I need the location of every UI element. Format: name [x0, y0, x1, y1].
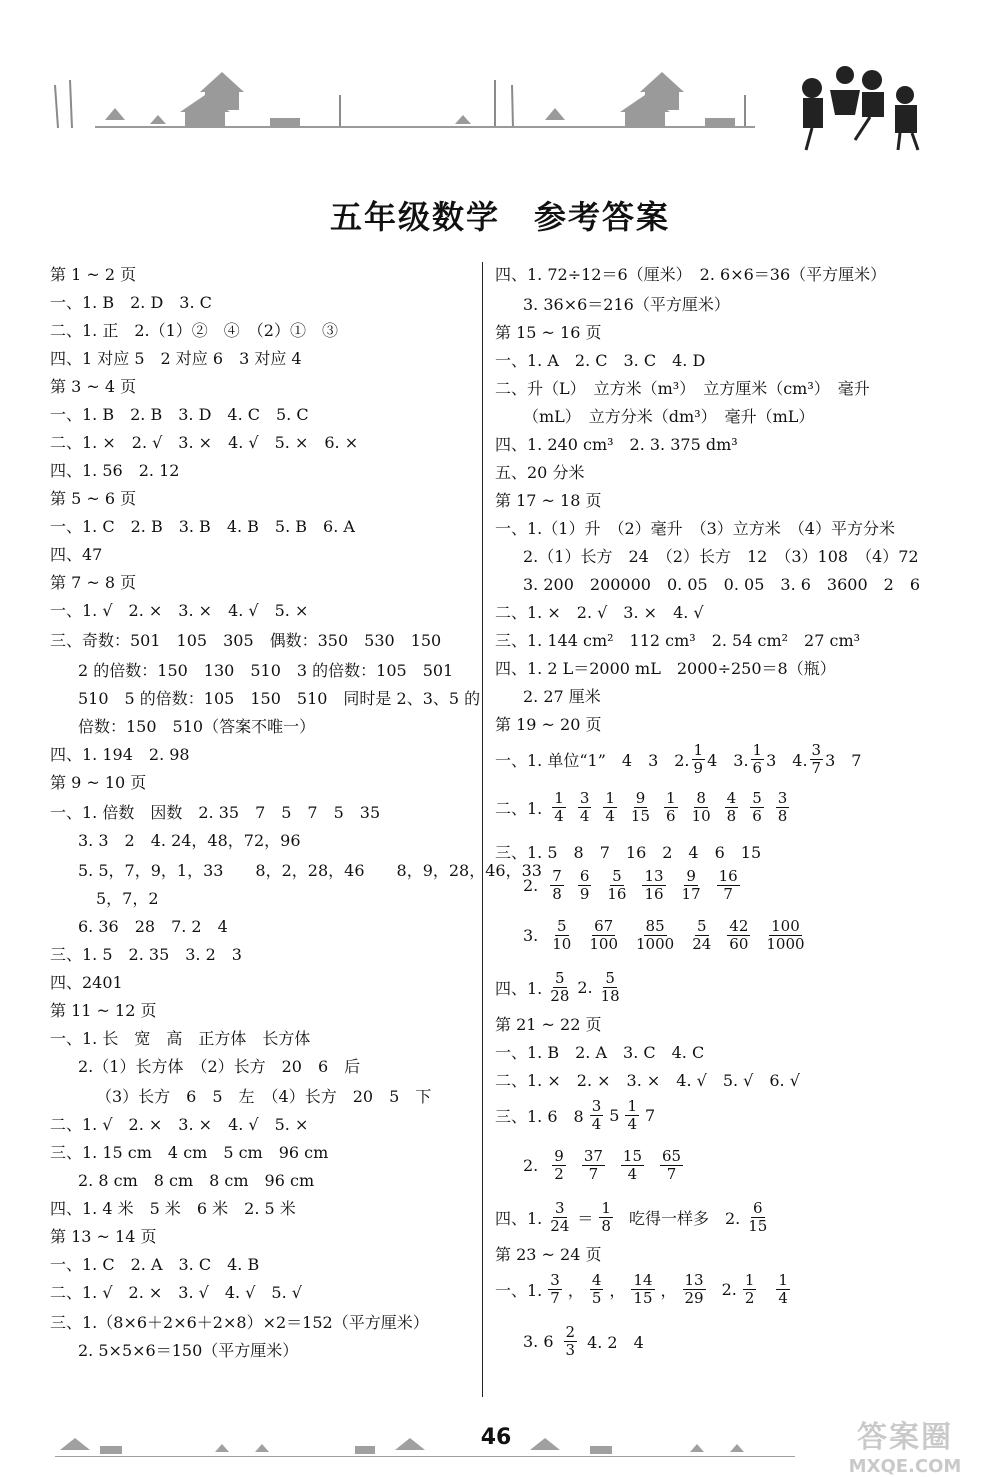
answer-text: 4 3. — [707, 750, 749, 770]
fraction — [751, 742, 765, 776]
answer-line: 三、1. 144 cm² 112 cm³ 2. 54 cm² 27 cm³ — [495, 631, 861, 650]
answer-text: 四、1. — [495, 978, 543, 998]
answer-line: 2 的倍数：150 130 510 3 的倍数：105 501 — [78, 661, 454, 680]
denominator: 18 — [600, 986, 620, 1005]
fraction — [550, 868, 564, 902]
fraction — [642, 868, 665, 902]
denominator: 24 — [550, 1216, 570, 1235]
answer-line: 一、1. A 2. C 3. C 4. D — [495, 351, 706, 370]
numerator: 3 — [777, 789, 788, 807]
answer-line — [495, 1272, 792, 1306]
answer-line: 2. 5×5×6＝150（平方厘米） — [78, 1341, 299, 1360]
denominator: 24 — [692, 934, 712, 953]
answer-line: 一、1. B 2. D 3. C — [50, 293, 212, 312]
answer-text: ＝ — [577, 1208, 594, 1228]
fraction — [625, 1098, 639, 1132]
answer-line: 一、1. B 2. B 3. D 4. C 5. C — [50, 405, 309, 424]
fraction — [660, 1148, 683, 1182]
numerator: 67 — [594, 917, 614, 935]
answer-line: （3）长方 6 5 左 （4）长方 20 5 下 — [96, 1087, 432, 1106]
fraction — [690, 918, 713, 952]
denominator: 4 — [605, 806, 615, 825]
answer-text: 3 4. — [766, 750, 808, 770]
numerator: 3 — [811, 741, 822, 759]
fraction — [692, 742, 706, 776]
numerator: 6 — [579, 867, 590, 885]
answer-line — [523, 918, 809, 952]
answer-text: 2. — [721, 1279, 737, 1299]
answer-line: 倍数：150 510（答案不唯一） — [78, 717, 316, 736]
denominator: 5 — [591, 1288, 602, 1307]
answer-line — [523, 1324, 644, 1358]
fraction — [599, 970, 622, 1004]
denominator: 7 — [666, 1164, 677, 1183]
answer-line: 二、1. 正 2.（1）② ④ （2）① ③ — [50, 321, 338, 340]
numerator: 5 — [696, 917, 707, 935]
fraction — [599, 1200, 613, 1234]
answer-text: 吃得一样多 2. — [628, 1208, 741, 1228]
page-title: 五年级数学 参考答案 — [329, 198, 670, 236]
numerator: 1 — [744, 1271, 755, 1289]
numerator: 14 — [633, 1271, 653, 1289]
numerator: 42 — [729, 917, 749, 935]
fraction — [605, 868, 628, 902]
answer-line: 第 19 ~ 20 页 — [495, 715, 602, 734]
fraction — [631, 1272, 654, 1306]
answer-line: 一、1. C 2. B 3. B 4. B 5. B 6. A — [50, 517, 355, 536]
numerator: 4 — [591, 1271, 602, 1289]
answer-line: 510 5 的倍数：105 150 510 同时是 2、3、5 的 — [78, 689, 481, 708]
numerator: 13 — [684, 1271, 704, 1289]
denominator: 10 — [691, 806, 711, 825]
answer-text: 一、1. 单位“1” 4 3 2. — [495, 750, 690, 770]
numerator: 3 — [550, 1271, 560, 1289]
answer-line: 三、1. 5 8 7 16 2 4 6 15 — [495, 843, 762, 862]
fraction — [548, 1200, 571, 1234]
denominator: 28 — [550, 986, 570, 1005]
denominator: 2 — [554, 1164, 564, 1183]
numerator: 6 — [752, 1199, 763, 1217]
fraction — [680, 868, 703, 902]
answer-line — [495, 1200, 771, 1234]
answer-text: 3. 6 — [523, 1331, 554, 1351]
answer-line: 一、1.（1）升 （2）毫升 （3）立方米 （4）平方分米 — [495, 519, 895, 538]
page-number: 46 — [480, 1425, 512, 1450]
answer-text: 三、1. 6 8 — [495, 1106, 584, 1126]
numerator: 3 — [591, 1097, 602, 1115]
denominator: 4 — [627, 1164, 638, 1183]
answer-line: 第 23 ~ 24 页 — [495, 1245, 602, 1264]
numerator: 9 — [554, 1147, 564, 1165]
answer-line: 二、1. × 2. √ 3. × 4. √ 5. × 6. × — [50, 433, 359, 452]
answer-line: 三、奇数：501 105 305 偶数：350 530 150 — [50, 631, 442, 650]
fraction — [590, 1272, 604, 1306]
fraction — [578, 868, 592, 902]
answer-line: 三、1. 5 2. 35 3. 2 3 — [50, 945, 242, 964]
fraction — [587, 918, 620, 952]
watermark-url: MXQE.COM — [848, 1456, 962, 1477]
numerator: 85 — [645, 917, 665, 935]
separator: ， — [609, 1280, 626, 1300]
numerator: 5 — [752, 789, 762, 807]
column-divider — [482, 262, 483, 1397]
numerator: 13 — [644, 867, 664, 885]
answer-line: 第 3 ~ 4 页 — [50, 377, 137, 396]
fraction — [590, 1098, 604, 1132]
answer-line: 二、1. × 2. × 3. × 4. √ 5. √ 6. √ — [495, 1071, 800, 1090]
answer-text: 4. 2 4 — [587, 1332, 644, 1352]
answer-line — [495, 742, 861, 776]
denominator: 15 — [748, 1216, 768, 1235]
fraction — [725, 790, 739, 824]
denominator: 15 — [633, 1288, 653, 1307]
numerator: 4 — [726, 789, 737, 807]
numerator: 8 — [696, 789, 706, 807]
answer-line — [495, 1098, 655, 1132]
answer-line: 四、1. 4 米 5 米 6 米 2. 5 米 — [50, 1199, 296, 1218]
numerator: 1 — [752, 741, 763, 759]
answer-line: 2. 27 厘米 — [523, 687, 601, 706]
fraction — [746, 1200, 769, 1234]
numerator: 1 — [601, 1199, 611, 1217]
denominator: 6 — [666, 806, 676, 825]
answer-line: 一、1. √ 2. × 3. × 4. √ 5. × — [50, 601, 309, 620]
answer-text: 四、1. — [495, 1208, 543, 1228]
fraction — [548, 970, 571, 1004]
watermark-logo: 答案圈 — [857, 1420, 953, 1455]
answer-text: 2. — [523, 875, 539, 895]
answer-line: 第 11 ~ 12 页 — [50, 1001, 157, 1020]
denominator: 9 — [693, 758, 704, 777]
denominator: 29 — [684, 1288, 704, 1307]
answer-line: 2.（1）长方体 （2）长方 20 6 后 — [78, 1057, 361, 1076]
answer-line: 第 7 ~ 8 页 — [50, 573, 137, 592]
top-decoration — [0, 0, 1000, 170]
denominator: 7 — [723, 884, 733, 903]
fraction — [578, 790, 592, 824]
fraction — [810, 742, 824, 776]
fraction — [764, 918, 806, 952]
denominator: 6 — [752, 758, 763, 777]
fraction — [690, 790, 713, 824]
fraction — [550, 918, 573, 952]
fraction — [717, 868, 740, 902]
answer-line: 6. 36 28 7. 2 4 — [78, 917, 228, 936]
answer-line: 四、1 对应 5 2 对应 6 3 对应 4 — [50, 349, 302, 368]
fraction — [582, 1148, 605, 1182]
fraction — [621, 1148, 644, 1182]
answer-text: 一、1. — [495, 1280, 543, 1300]
answer-line: 四、1. 56 2. 12 — [50, 461, 180, 480]
numerator: 5 — [555, 969, 565, 987]
denominator: 7 — [588, 1164, 599, 1183]
denominator: 1000 — [766, 934, 805, 953]
numerator: 3 — [579, 789, 590, 807]
numerator: 100 — [771, 917, 800, 935]
answer-line: 三、1. 15 cm 4 cm 5 cm 96 cm — [50, 1143, 329, 1162]
answer-line — [495, 970, 624, 1004]
denominator: 15 — [630, 806, 651, 825]
answer-line: 5，7，2 — [96, 889, 159, 908]
denominator: 8 — [726, 806, 737, 825]
answer-line: 五、20 分米 — [495, 463, 585, 482]
denominator: 100 — [589, 934, 618, 953]
answer-line — [523, 868, 742, 902]
separator: ， — [567, 1280, 584, 1300]
numerator: 5 — [605, 969, 615, 987]
answer-line: 一、1. C 2. A 3. C 4. B — [50, 1255, 260, 1274]
answer-line: 2. 8 cm 8 cm 8 cm 96 cm — [78, 1171, 315, 1190]
fraction — [683, 1272, 706, 1306]
answer-line: 第 15 ~ 16 页 — [495, 323, 602, 342]
denominator: 4 — [591, 1114, 602, 1133]
answer-text: 2. — [577, 977, 593, 997]
fraction — [634, 918, 676, 952]
answer-line: 二、1. × 2. √ 3. × 4. √ — [495, 603, 704, 622]
answer-text: 5 — [609, 1105, 620, 1125]
numerator: 1 — [554, 789, 564, 807]
numerator: 2 — [565, 1323, 576, 1341]
answer-line: 四、1. 2 L＝2000 mL 2000÷250＝8（瓶） — [495, 659, 836, 678]
answer-line: 3. 200 200000 0. 05 0. 05 3. 6 3600 2 6 — [523, 575, 921, 594]
fraction — [629, 790, 652, 824]
numerator: 3 — [555, 1199, 565, 1217]
denominator: 7 — [550, 1288, 560, 1307]
denominator: 16 — [644, 884, 664, 903]
denominator: 9 — [579, 884, 590, 903]
fraction — [750, 790, 764, 824]
answer-line: 5. 5，7，9，1，33 8，2，28，46 8，9，28，46，33 — [78, 861, 542, 880]
answer-line: 四、1. 194 2. 98 — [50, 745, 190, 764]
fraction — [552, 1148, 566, 1182]
numerator: 65 — [662, 1147, 682, 1165]
numerator: 1 — [605, 789, 615, 807]
numerator: 9 — [635, 789, 646, 807]
answer-text: 二、1. — [495, 798, 543, 818]
numerator: 7 — [552, 867, 562, 885]
answer-line: 一、1. 倍数 因数 2. 35 7 5 7 5 35 — [50, 803, 381, 822]
numerator: 16 — [718, 867, 738, 885]
answer-line: 二、1. √ 2. × 3. √ 4. √ 5. √ — [50, 1283, 302, 1302]
answer-text: 3 7 — [825, 750, 862, 770]
fraction — [603, 790, 617, 824]
fraction — [552, 790, 566, 824]
answer-line: 三、1.（8×6＋2×6＋2×8）×2＝152（平方厘米） — [50, 1313, 429, 1332]
denominator: 17 — [681, 884, 701, 903]
answer-line: 第 9 ~ 10 页 — [50, 773, 147, 792]
answer-line — [523, 1148, 685, 1182]
denominator: 8 — [601, 1216, 611, 1235]
answer-line: 第 17 ~ 18 页 — [495, 491, 602, 510]
denominator: 3 — [565, 1340, 576, 1359]
denominator: 8 — [777, 806, 788, 825]
denominator: 4 — [579, 806, 590, 825]
answer-line — [495, 790, 791, 824]
separator: ， — [660, 1280, 677, 1300]
fraction — [564, 1324, 578, 1358]
answer-text: 2. — [523, 1155, 539, 1175]
denominator: 16 — [607, 884, 627, 903]
answer-line: 四、47 — [50, 545, 103, 564]
denominator: 7 — [811, 758, 822, 777]
fraction — [727, 918, 750, 952]
denominator: 2 — [744, 1288, 755, 1307]
answer-line: 一、1. 长 宽 高 正方体 长方体 — [50, 1029, 311, 1048]
answer-line: 第 5 ~ 6 页 — [50, 489, 137, 508]
numerator: 37 — [583, 1147, 603, 1165]
denominator: 4 — [554, 806, 564, 825]
numerator: 9 — [686, 867, 696, 885]
answer-line: （mL） 立方分米（dm³） 毫升（mL） — [523, 407, 815, 426]
answer-line: 二、升（L） 立方米（m³） 立方厘米（cm³） 毫升 — [495, 379, 870, 398]
fraction — [776, 1272, 790, 1306]
answer-line: 四、1. 240 cm³ 2. 3. 375 dm³ — [495, 435, 738, 454]
denominator: 1000 — [636, 934, 675, 953]
answer-line: 2.（1）长方 24 （2）长方 12 （3）108 （4）72 — [523, 547, 919, 566]
answer-line: 3. 36×6＝216（平方厘米） — [523, 295, 730, 314]
denominator: 8 — [552, 884, 562, 903]
denominator: 10 — [552, 934, 572, 953]
numerator: 15 — [622, 1147, 642, 1165]
numerator: 5 — [557, 917, 567, 935]
numerator: 1 — [627, 1097, 637, 1115]
answer-line: 第 13 ~ 14 页 — [50, 1227, 157, 1246]
answer-line: 二、1. √ 2. × 3. × 4. √ 5. × — [50, 1115, 309, 1134]
watermark — [820, 1412, 990, 1477]
denominator: 6 — [752, 806, 762, 825]
numerator: 1 — [666, 789, 676, 807]
fraction — [548, 1272, 562, 1306]
answer-line: 四、1. 72÷12＝6（厘米） 2. 6×6＝36（平方厘米） — [495, 265, 887, 284]
answer-line: 3. 3 2 4. 24，48，72，96 — [78, 831, 301, 850]
answer-line: 一、1. B 2. A 3. C 4. C — [495, 1043, 705, 1062]
numerator: 1 — [693, 741, 704, 759]
numerator: 1 — [778, 1271, 788, 1289]
answer-line: 四、2401 — [50, 973, 123, 992]
fraction — [664, 790, 678, 824]
denominator: 4 — [627, 1114, 637, 1133]
answer-line: 第 1 ~ 2 页 — [50, 265, 137, 284]
fraction — [743, 1272, 757, 1306]
denominator: 4 — [778, 1288, 788, 1307]
answer-line: 第 21 ~ 22 页 — [495, 1015, 602, 1034]
answer-text: 3. — [523, 925, 539, 945]
numerator: 5 — [612, 867, 622, 885]
denominator: 60 — [729, 934, 749, 953]
fraction — [776, 790, 790, 824]
answer-text: 7 — [645, 1105, 656, 1125]
